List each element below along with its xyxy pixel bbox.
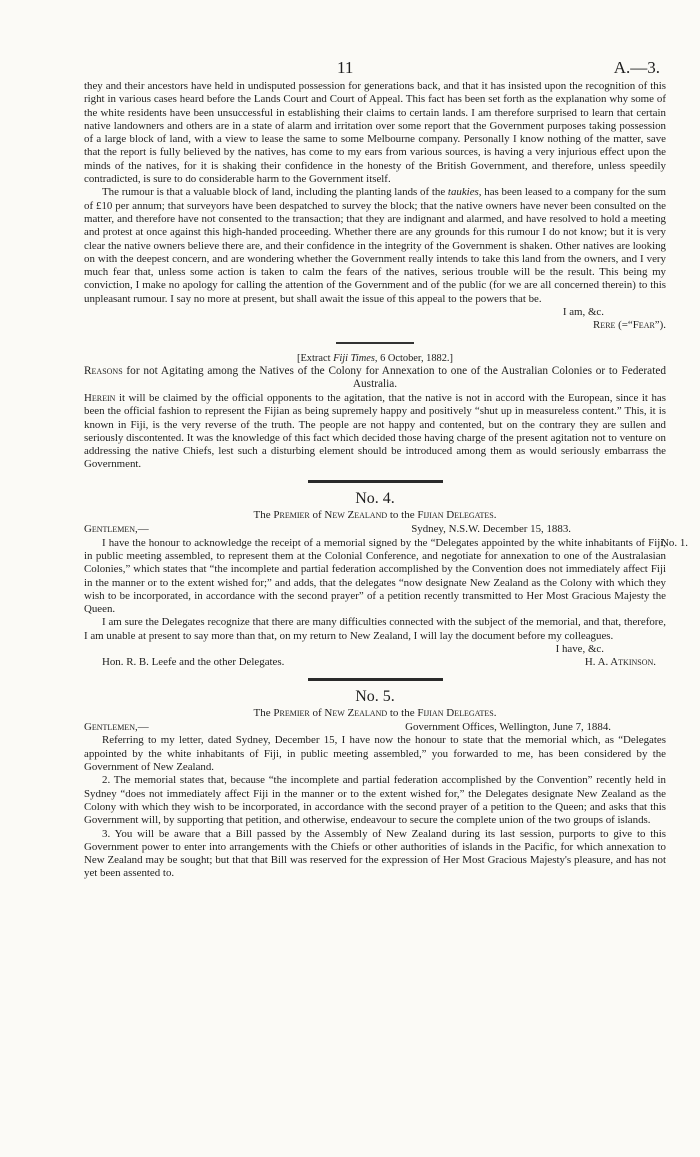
addressee: Hon. R. B. Leefe and the other Delegates. [102, 656, 285, 669]
margin-note: No. 1. [661, 536, 688, 549]
extract-heading [84, 365, 666, 392]
text-span: New Zealand [324, 509, 388, 522]
text-span: of [309, 706, 325, 719]
text-span: The [253, 509, 274, 522]
salutation: Gentlemen,— [84, 721, 149, 734]
document-reference: A.—3. [613, 58, 660, 77]
document-subtitle [84, 707, 666, 720]
place-date: Sydney, N.S.W. December 15, 1883. [411, 523, 571, 536]
text-span: . [493, 706, 497, 719]
text-span: it will be claimed by the official opponents to the agitation, that the native is not in accord with the European, since it has been the official fashion to represent the Fijian as being supremely happy and positively “shut up in measureless content.” This, it is known in Fiji, is the very reverse of the truth. The people are not happy and contented, but on the contrary they are sullen and seriously discontented. It was the knowledge of this fact which decided those having charge of the present agitation not to venture on addressing the native Chiefs, lest such a disturbing element should be introduced among them as would seriously embarrass the Government. [84, 391, 666, 471]
page-number: 11 [337, 58, 354, 77]
text-span: Fijian Delegates [417, 509, 494, 522]
paragraph-rumour [84, 186, 666, 306]
paragraph: they and their ancestors have held in undisputed possession for generations back, and that it has insisted upon the recognition of this right in various cases heard before the Lands Court and Court of Appeal. This fact has been set forth as the explanation why some of the white residents have been unsuccessful in establishing their claims to certain lands. I am therefore surprised to learn that certain native landowners and others are in a state of alarm and irritation over some report that the Government purposes taking possession of a large block of land, with a view to lease the same to some Melbourne company. Personally I know nothing of the matter, save that the report is fully believed by the natives, has come to my ears from various sources, is having a very injurious effect upon the minds of the natives, for it is shaking their confidence in the honesty of the British Government, and therefore, unless speedily contradicted, is sure to do considerable harm to the Government itself. [84, 80, 666, 186]
heading-rest: for not Agitating among the Natives of the Colony for Annexation to one of the Australian Colonies or to Federated Australia. [122, 364, 666, 391]
paragraph-wrap [84, 536, 688, 617]
document-no-5 [84, 687, 666, 881]
paragraph: Referring to my letter, dated Sydney, December 15, I have now the honour to state that the memorial which, as “Delegates appointed by the white inhabitants of Fiji, in public meeting assembled,” you forwarded to me, has been considered by the Government of New Zealand. [84, 734, 666, 774]
document-subtitle [84, 509, 666, 522]
closing: I am, &c. [562, 306, 604, 319]
divider [308, 480, 443, 483]
extract-body [84, 392, 666, 472]
text-span: , 6 October, 1882.] [374, 352, 453, 364]
salutation-row [84, 721, 666, 734]
extract-fiji-times [84, 352, 666, 472]
text-span: New Zealand [324, 706, 388, 719]
closing: I have, &c. [555, 642, 604, 655]
newspaper-title: Fiji Times [333, 352, 375, 364]
text-span: Fijian Delegates [417, 706, 494, 719]
text-span: [Extract [297, 352, 334, 364]
paragraph: 3. You will be aware that a Bill passed by the Assembly of New Zealand during its last session, purports to give to this Government power to enter into arrangements with the Chiefs or other authorities of islands in the Pacific, for which annexation to New Zealand may be sought; but that that Bill was reserved for the expression of Her Most Gracious Majesty's pleasure, and has not yet been assented to. [84, 827, 666, 880]
salutation-row [84, 523, 666, 536]
page-body [84, 80, 688, 881]
heading-lead: Reasons [84, 364, 123, 377]
divider [308, 678, 443, 681]
divider [336, 342, 414, 344]
paragraph: 2. The memorial states that, because “the incomplete and partial federation accomplished by the Convention” recently held in Sydney “does not immediately affect Fiji in the manner or to the extent wished for,” the Delegates designate New Zealand as the Colony with which they wish to be incorporated, in accordance with the second prayer of a petition to the Queen; and asks that this Government will, by supporting that petition, and otherwise, endeavour to secure the complete union of the two groups of islands. [84, 774, 666, 827]
document-number: No. 4. [355, 489, 395, 507]
italic-term: taukies [447, 186, 479, 199]
text-span: . [493, 509, 497, 522]
text-span: to the [387, 509, 418, 522]
place-date: Government Offices, Wellington, June 7, 1884. [405, 721, 611, 734]
document-number: No. 5. [355, 687, 395, 705]
text-span: The [253, 706, 274, 719]
signature: H. A. Atkinson. [584, 656, 656, 669]
text-span: , has been leased to a company for the sum of £10 per annum; that surveyors have been despatched to survey the block; that the native owners have never been consulted on the matter, and therefore have not consented to the transaction; that they are indignant and alarmed, and have resolved to hold a meeting and protest at once against this high-handed proceeding. Whether there are any grounds for this rumour I do not know; but it is very clear the native owners believe there are, and their confidence in the integrity of the Government is shaken. Other natives are looking on with the deepest concern, and are wondering whether the Government really intends to take this land from the owners, and I very much fear that, unless some action is taken to calm the fears of the natives, serious trouble will be the result. This being my conviction, I make no apology for calling the attention of the Government and of the public (for we are all concerned therein) to this unpleasant rumour. I say no more at present, but shall await the issue of this appeal to the powers that be. [84, 186, 666, 305]
salutation: Gentlemen,— [84, 523, 149, 536]
signature: Rere (=“Fear”). [593, 319, 666, 332]
lead-word: Herein [84, 391, 116, 404]
text-span: to the [387, 706, 418, 719]
paragraph: I am sure the Delegates recognize that there are many difficulties connected with the subject of the memorial, and that, therefore, I am unable at present to say more than that, on my return to New Zealand, I will lay the document before my colleagues. [84, 616, 666, 642]
extract-source [84, 352, 666, 365]
letter-rere [84, 80, 666, 333]
addressee-row [84, 656, 666, 669]
document-no-4 [84, 489, 688, 670]
text-span: Premier [273, 706, 310, 719]
text-span: The rumour is that a valuable block of land, including the planting lands of the [102, 186, 448, 199]
paragraph: I have the honour to acknowledge the receipt of a memorial signed by the “Delegates appointed by the white inhabitants of Fiji, in public meeting assembled, to represent them at the Colonial Conference, and negotiate for annexation to one of the Australasian Colonies,” which states that “the incomplete and partial federation accomplished by the Convention does not immediately affect Fiji in the manner or to the extent wished for;” and adds, that the delegates “now designate New Zealand as the Colony with which they wish to be incorporated, in accordance with the second prayer” of a petition recently transmitted to Her Most Gracious Majesty the Queen. [84, 536, 666, 616]
text-span: Premier [273, 509, 310, 522]
text-span: of [309, 509, 325, 522]
